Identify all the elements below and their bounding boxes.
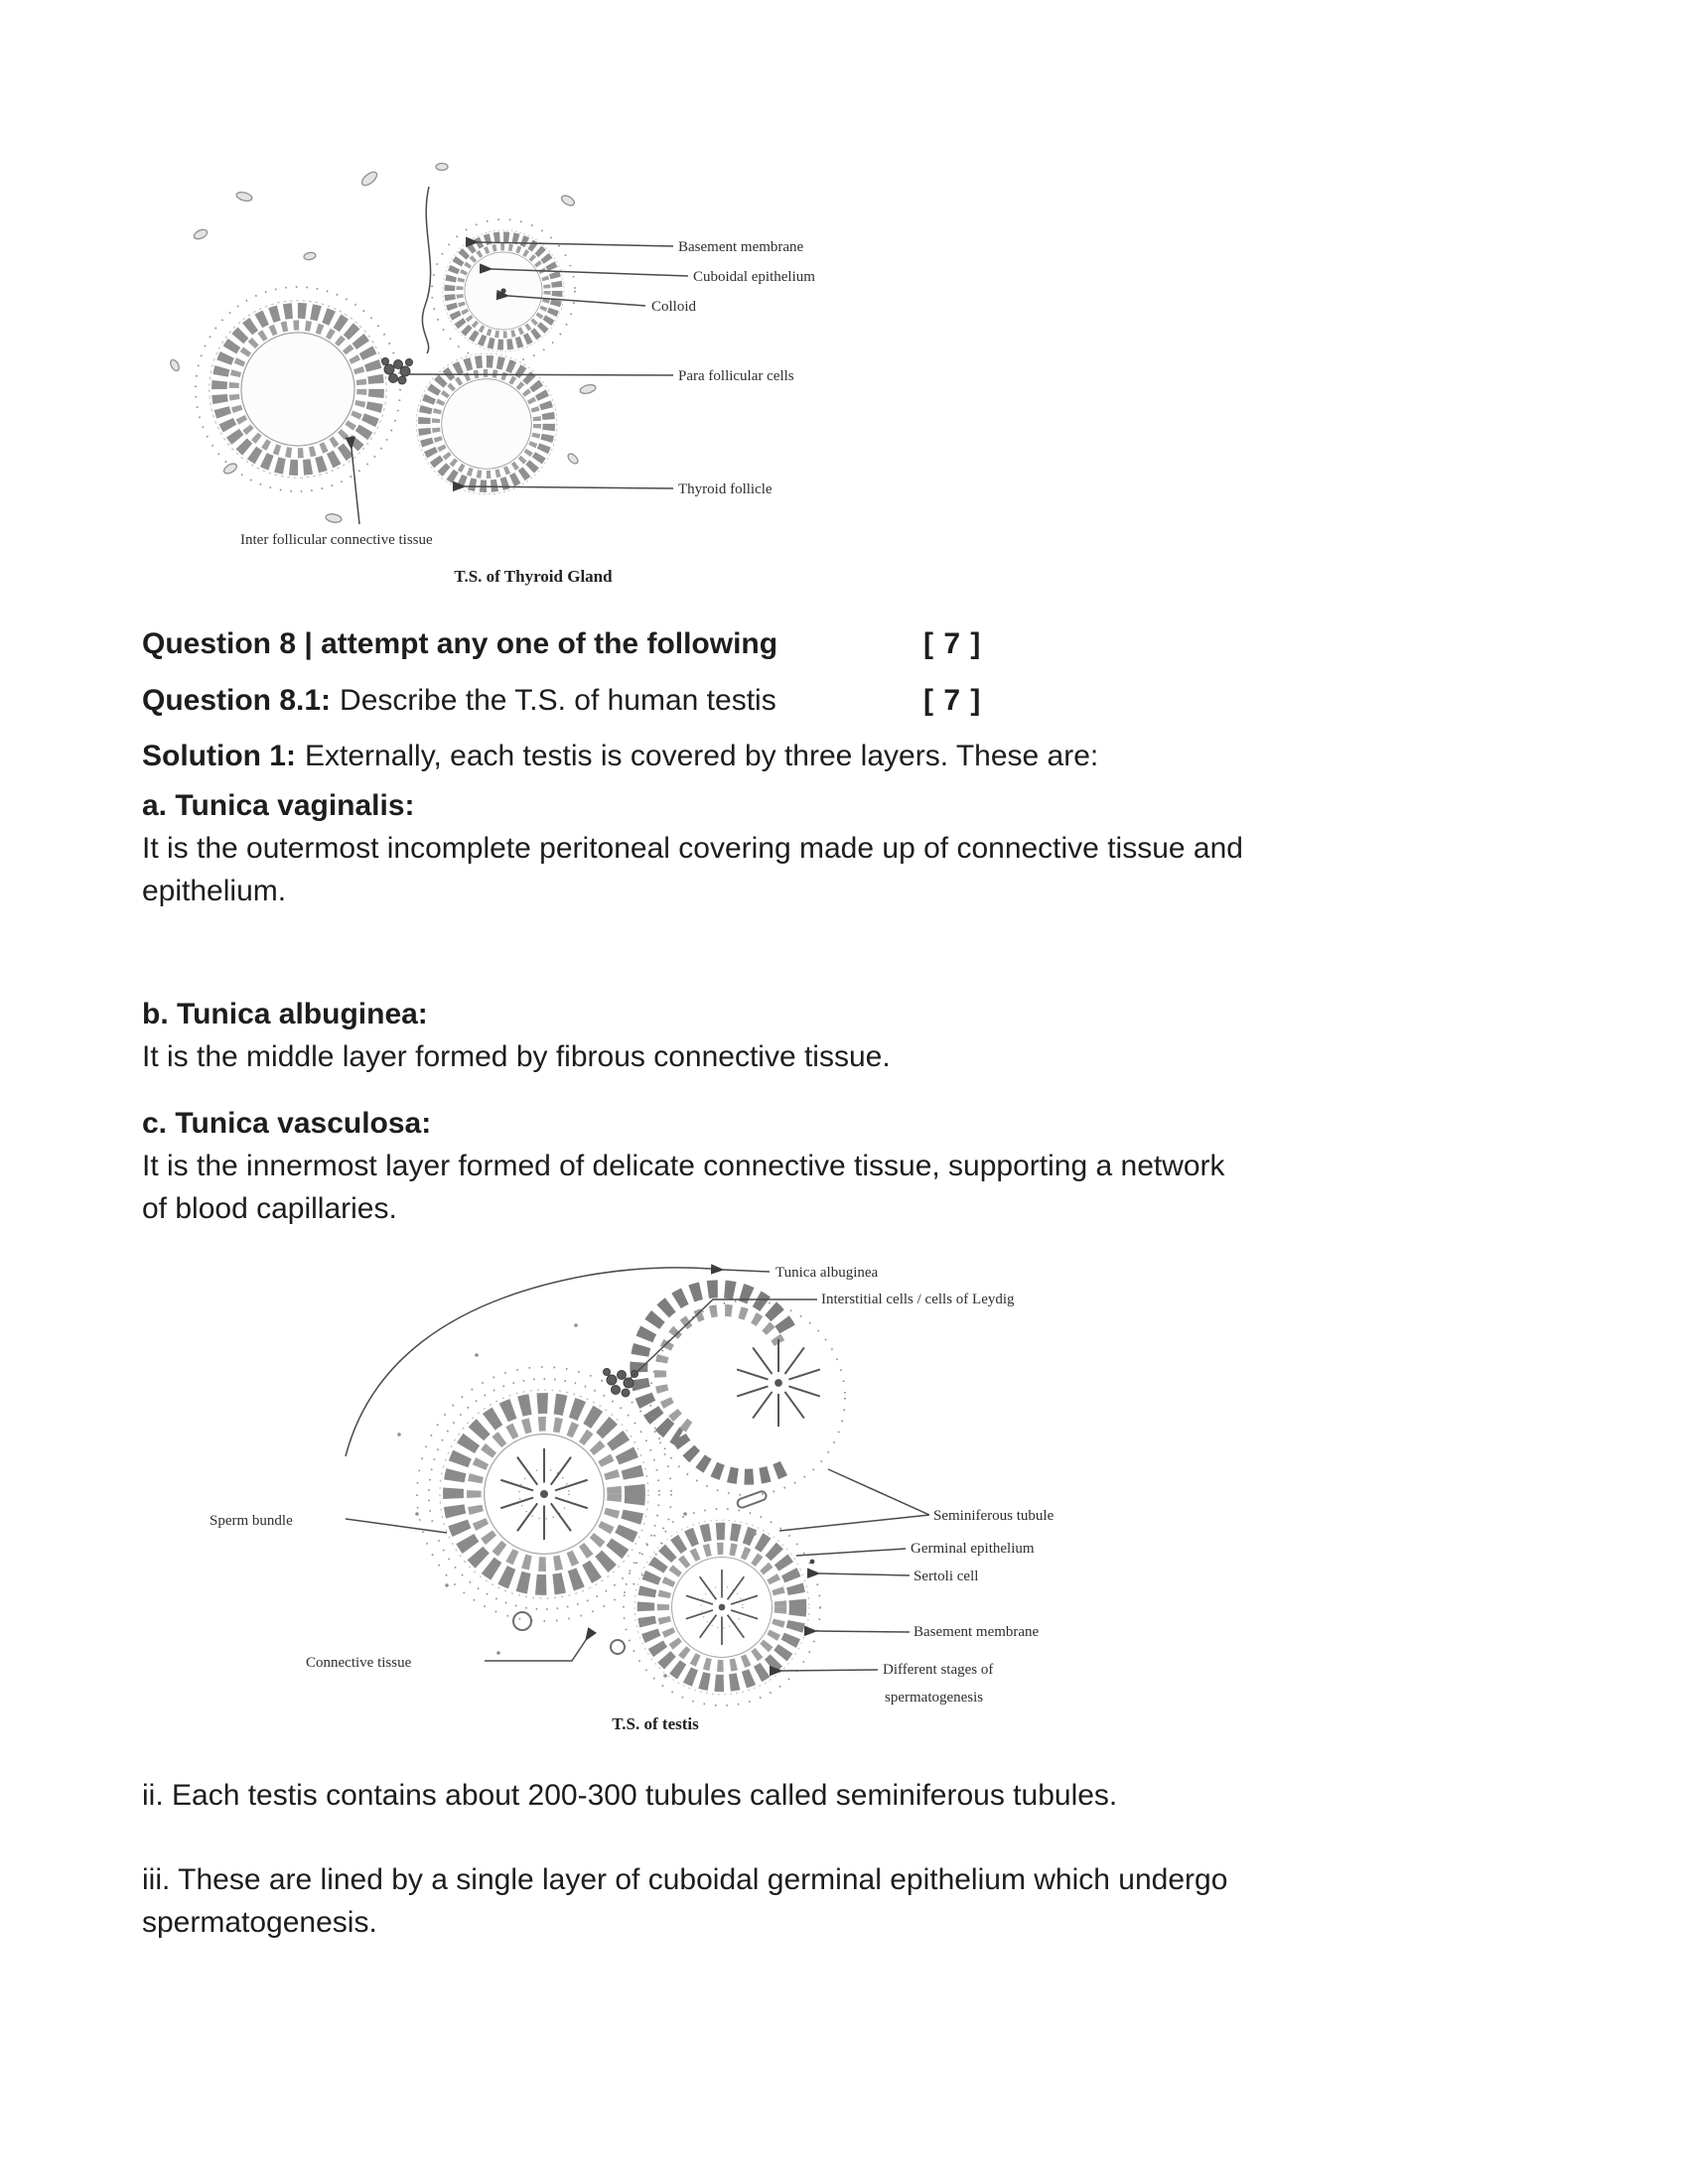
- thyroid-follicle-large: [196, 287, 400, 491]
- seminiferous-tubule-bottom: [624, 1509, 820, 1706]
- point-iii-line-2: spermatogenesis.: [142, 1906, 377, 1939]
- para-follicular-cells: [382, 358, 413, 385]
- label-sperm-bundle: Sperm bundle: [210, 1513, 293, 1529]
- label-basement-membrane: Basement membrane: [678, 239, 804, 255]
- section-c-line-1: It is the innermost layer formed of delicate connective tissue, supporting a network: [142, 1150, 1225, 1182]
- question-8-heading: [142, 622, 982, 665]
- seminiferous-tubule-left: [417, 1367, 671, 1621]
- label-germinal-epithelium: Germinal epithelium: [911, 1541, 1035, 1557]
- label-inter-follicular: Inter follicular connective tissue: [240, 532, 433, 548]
- solution-label: Solution 1:: [142, 740, 296, 772]
- label-basement-membrane: Basement membrane: [914, 1624, 1040, 1640]
- label-sertoli-cell: Sertoli cell: [914, 1569, 979, 1584]
- label-different-stages-2: spermatogenesis: [885, 1690, 984, 1706]
- label-connective-tissue: Connective tissue: [306, 1655, 412, 1671]
- section-a-line-2: epithelium.: [142, 875, 287, 907]
- section-a-line-1: It is the outermost incomplete peritoneal covering made up of connective tissue and: [142, 832, 1243, 865]
- label-thyroid-follicle: Thyroid follicle: [678, 481, 773, 497]
- question-8-1-text: Describe the T.S. of human testis: [340, 684, 776, 717]
- question-8-title: Question 8 | attempt any one of the following: [142, 627, 778, 660]
- section-c-heading: c. Tunica vasculosa:: [142, 1107, 432, 1140]
- testis-caption: T.S. of testis: [612, 1714, 699, 1733]
- label-seminiferous-tubule: Seminiferous tubule: [933, 1508, 1055, 1524]
- section-b-heading: b. Tunica albuginea:: [142, 998, 428, 1030]
- label-interstitial-cells: Interstitial cells / cells of Leydig: [821, 1292, 1015, 1307]
- question-8-1-heading: [142, 679, 982, 722]
- tissue-streak: [422, 187, 430, 353]
- section-b-line-1: It is the middle layer formed by fibrous connective tissue.: [142, 1040, 891, 1073]
- section-tunica-vaginalis: [142, 784, 1243, 912]
- section-tunica-albuginea: [142, 993, 891, 1078]
- label-cuboidal-epithelium: Cuboidal epithelium: [693, 269, 815, 285]
- solution-text: Externally, each testis is covered by three layers. These are:: [304, 740, 1099, 772]
- interstitial-cells-cluster: [604, 1369, 638, 1398]
- solution-heading: [142, 735, 1098, 777]
- label-colloid: Colloid: [651, 299, 697, 315]
- question-8-1-label: Question 8.1:: [142, 684, 332, 717]
- point-iii: [142, 1858, 1227, 1944]
- label-different-stages-1: Different stages of: [883, 1662, 994, 1678]
- thyroid-follicle-top-right: [432, 219, 575, 362]
- thyroid-caption: T.S. of Thyroid Gland: [454, 567, 613, 586]
- point-iii-line-1: iii. These are lined by a single layer of cuboidal germinal epithelium which undergo: [142, 1863, 1228, 1896]
- section-c-line-2: of blood capillaries.: [142, 1192, 397, 1225]
- testis-diagram: [149, 1236, 1142, 1747]
- seminiferous-tubule-top: [638, 1289, 845, 1495]
- point-ii-line-1: ii. Each testis contains about 200-300 tubules called seminiferous tubules.: [142, 1779, 1118, 1812]
- question-8-1-marks: [ 7 ]: [923, 684, 982, 717]
- thyroid-gland-diagram: [139, 139, 933, 606]
- label-para-follicular-cells: Para follicular cells: [678, 368, 794, 384]
- question-8-marks: [ 7 ]: [923, 627, 982, 660]
- point-ii: [142, 1774, 1117, 1817]
- label-tunica-albuginea: Tunica albuginea: [775, 1265, 879, 1281]
- section-a-heading: a. Tunica vaginalis:: [142, 789, 415, 822]
- section-tunica-vasculosa: [142, 1102, 1225, 1230]
